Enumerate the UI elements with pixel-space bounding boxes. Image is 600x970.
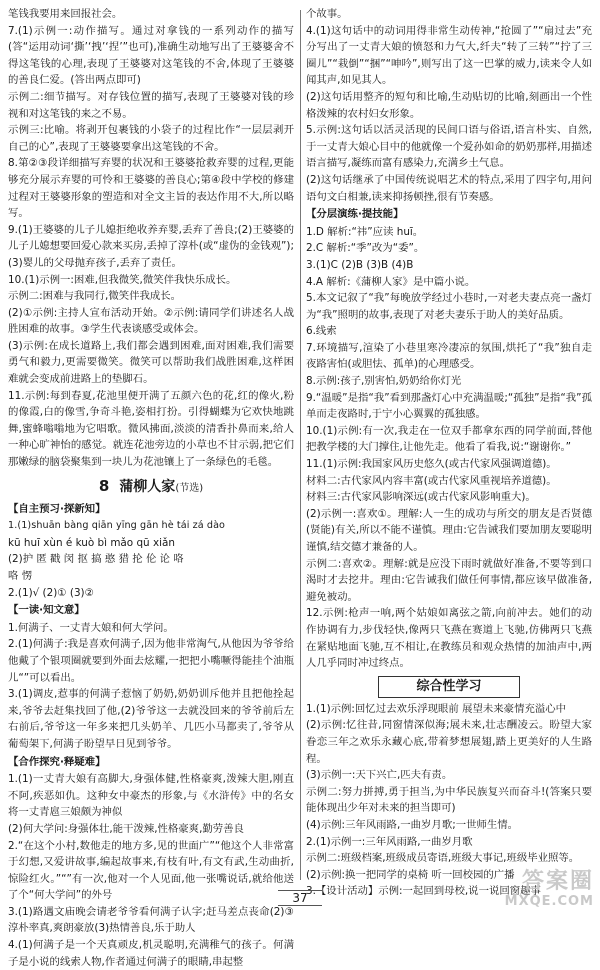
- answer-paragraph: 2.“在这个小村,数他走的地方多,见的世面广”“他这个人非常富于幻想,又爱讲故事,编起故事来,有枝有叶,有文有武,生动曲折,惊险红火。”“”有一次,他对一个人见面,他一张嘴说话,就给他送了个“何大学问”的外号: [8, 839, 294, 902]
- answer-paragraph: (2)示例一:喜欢①。理解:人一生的成功与所交的朋友是否贤德(贤能)有关,所以不能不谨慎。理由:它告诫我们要加朋友要聪明谨慎,结交德才兼备的人。: [306, 507, 592, 553]
- lesson-title: 蒲柳人家: [119, 478, 176, 495]
- right-column: [306, 6, 592, 900]
- answer-paragraph: 材料三:古代家风影响深远(或古代家风影响重大)。: [306, 491, 536, 504]
- answer-paragraph: (2)护 匿 戳 闵 抠 搞 憨 猎 抡 伦 论 咯: [8, 553, 184, 566]
- answer-paragraph: 2.(1)√ (2)① (3)②: [8, 586, 94, 599]
- answer-paragraph: (3)示例一:天下兴亡,匹夫有责。: [306, 769, 453, 782]
- answer-paragraph: 8.第②③段详细描写弃婴的状况和王婆婆抢救弃婴的过程,更能够充分展示弃婴的可怜和王婆婆的善良心;第④段中学校的修建过程对王婆婆形象的塑造和对全文主旨的表达作用不大,所以略写。: [8, 157, 294, 220]
- answer-paragraph: 3.【设计活动】示例:一起回到母校,说一说回窗趣事: [306, 885, 541, 898]
- section-heading: 【分层演练·提技能】: [306, 208, 404, 221]
- answer-paragraph: 7.(1)示例一:动作描写。通过对拿钱的一系列动作的描写(答“运用动词‘撕’‘拽’‘捏’”也可),准确生动地写出了王婆婆舍不得这笔钱的心理,表现了王婆婆对这笔钱的不舍,体现了王婆婆的善良仁爱。(答出两点即可): [8, 24, 294, 87]
- answer-paragraph: 11.示例:每到春夏,花池里便开满了五颜六色的花,红的像火,粉的像霞,白的像雪,争奇斗艳,姿相打扮。引得蝴蝶为它欢快地跳舞,蜜蜂嗡嗡地为它唱歌。微风拂面,淡淡的清香扑鼻而来,给人一种心旷神怡的感觉。就连花池旁边的小草也不甘示弱,把它们那嫩绿的脑袋聚集到一块儿为花池镶上了一条绿色的毛毯。: [8, 389, 294, 469]
- lesson-heading: [8, 477, 294, 498]
- answer-paragraph: 6.线索: [306, 325, 337, 338]
- answer-paragraph: 1.(1)一丈青大娘有高脚大,身强体健,性格豪爽,泼辣大胆,刚直不阿,疾恶如仇。这种女中豪杰的形象,与《水浒传》中的名女将一丈青扈三娘颇为神似: [8, 773, 294, 819]
- answer-paragraph: (2)①示例:主持人宣布活动开始。②示例:请同学们讲述名人战胜困难的故事。③学生代表谈感受或体会。: [8, 306, 294, 336]
- answer-paragraph: 3.(1)C (2)B (3)B (4)B: [306, 258, 414, 271]
- answer-paragraph: 个故事。: [306, 8, 348, 20]
- section-banner: 综合性学习: [378, 676, 520, 698]
- section-heading: 【自主预习·探新知】: [8, 502, 106, 515]
- answer-paragraph: 7.环境描写,渲染了小巷里寒冷凄凉的氛围,烘托了“我”独自走夜路害怕(或胆怯、孤单)的心理感受。: [306, 341, 592, 371]
- answer-paragraph: 示例二:细节描写。对存钱位置的描写,表现了王婆婆对钱的珍视和对这笔钱的来之不易。: [8, 90, 294, 120]
- answer-paragraph: 示例二:努力拼搏,勇于担当,为中华民族复兴而奋斗!(答案只要能体现出少年对未来的担当即可): [306, 785, 592, 815]
- answer-paragraph: 示例二:困难与我同行,微笑伴我成长。: [8, 290, 182, 303]
- answer-paragraph: 4.(1)何满子是一个天真顽皮,机灵聪明,充满稚气的孩子。何满子是小说的线索人物,作者通过何满子的眼睛,串起整: [8, 939, 294, 968]
- lesson-number: 8: [98, 476, 110, 495]
- answer-paragraph: 2.(1)何满子:我是喜欢何满子,因为他非常淘气,从他因为爷爷给他戴了个银项圈就要到外面去炫耀,一把把小嘴噘得能挂个油瓶儿“”可以看出。: [8, 638, 294, 684]
- answer-paragraph: (3)示例:在成长道路上,我们都会遇到困难,面对困难,我们需要勇气和毅力,更需要微笑。微笑可以帮助我们战胜困难,这样困难就会变成前进路上的垫脚石。: [8, 339, 294, 386]
- answer-paragraph: (2)示例:换一把同学的桌椅 听一回校园的广播: [306, 868, 515, 881]
- lesson-subtitle: (节选): [175, 482, 204, 494]
- section-heading: 【一读·知文意】: [8, 604, 85, 617]
- answer-paragraph: (4)示例:三年风雨路,一曲岁月歌;一世师生情。: [306, 818, 519, 831]
- answer-paragraph: 4.(1)这句话中的动词用得非常生动传神,“抢圆了”“扇过去”充分写出了一丈青大娘的愤怒和力气大,纤夫“转了三转”“拧了三圈儿”“栽倒”“捆”“呻吟”,则写出了这一巴掌的威力,读来令人如闻其声,如见其人。: [306, 24, 592, 87]
- answer-paragraph: 2.C 解析:“季”改为“委”。: [306, 242, 425, 255]
- section-heading: 【合作探究·释疑难】: [8, 755, 106, 768]
- pinyin-line: 1.(1)shuān bàng qiān yīng gān hè tái zá dào: [8, 520, 226, 532]
- answer-paragraph: kū huī xùn é kuò bì mǎo qū xiǎn: [8, 536, 175, 549]
- answer-paragraph: 3.(1)调皮,惹事的何满子惹恼了奶奶,奶奶训斥他并且把他拴起来,爷爷去赶集找回了他,(2)爷爷这一去就没回来的爷爷前后左右前后,爷爷这一年多来把几头奶羊、几匹小马都卖了,爷爷从葡萄架下,何满子盼望早日见到爷爷。: [8, 688, 294, 750]
- answer-paragraph: 咯 愣: [8, 570, 33, 582]
- answer-paragraph: (2)这句话继承了中国传统说唱艺术的特点,采用了四字句,用问语句文白相兼,读来抑扬顿挫,很有节奏感。: [306, 173, 592, 203]
- answer-paragraph: 1.D 解析:“祎”应读 huī。: [306, 225, 424, 238]
- answer-paragraph: 5.本文记叙了“我”每晚放学经过小巷时,一对老夫妻点亮一盏灯为“我”照明的故事,表现了对老夫妻乐于助人的美好品质。: [306, 292, 592, 321]
- answer-paragraph: 3.(1)路遇文庙晚会请老爷爷看何满子认字;赶马差点丧命(2)③淳朴率真,爽朗豪放(3)热情善良,乐于助人: [8, 905, 294, 935]
- page-number: 37: [0, 891, 600, 905]
- answer-paragraph: 笔钱我要用来回报社会。: [8, 8, 123, 20]
- answer-paragraph: 9.(1)王婆婆的儿子儿媳拒绝收养弃婴,丢弃了善良;(2)王婆婆的儿子儿媳想要回爱心款来买房,丢掉了淳朴(或“虚伪的金钱观”);(3)婴儿的父母抛弃孩子,丢弃了责任。: [8, 223, 294, 269]
- answer-paragraph: 9.“温暖”是指“我”看到那盏灯心中充满温暖;“孤独”是指“我”孤单而走夜路时,于宁小心翼翼的孤独感。: [306, 391, 592, 421]
- answer-paragraph: 5.示例:这句话以活灵活现的民间口语与俗语,语言朴实、自然,于一丈青大娘心目中的他就像一个爱孙如命的奶奶那样,用描述语言描写,凝练而富有感染力,充满乡土气息。: [306, 124, 592, 170]
- answer-paragraph: 1.(1)示例:回忆过去欢乐浮现眼前 展望未来豪情充溢心中: [306, 702, 567, 715]
- answer-paragraph: 1.何满子、一丈青大娘和何大学问。: [8, 621, 174, 634]
- watermark-title: 答案圈: [521, 869, 594, 894]
- column-divider: [300, 10, 301, 880]
- answer-paragraph: 4.A 解析:《蒲柳人家》是中篇小说。: [306, 275, 476, 288]
- answer-paragraph: 10.(1)示例一:困难,但我微笑,微笑伴我快乐成长。: [8, 273, 237, 286]
- watermark-url: MXQE.COM: [504, 894, 594, 909]
- answer-paragraph: (2)这句话用整齐的短句和比喻,生动贴切的比喻,刻画出一个性格泼辣的农村妇女形象。: [306, 90, 592, 120]
- watermark-logo: [474, 870, 594, 914]
- answer-paragraph: 示例二:班级档案,班级成员寄语,班级大事记,班级毕业照等。: [306, 852, 580, 865]
- answer-paragraph: 材料二:古代家风内容丰富(或古代家风重视培养道德)。: [306, 474, 557, 487]
- answer-paragraph: (2)示例:忆往昔,同窗情深似海;展未来,壮志酬凌云。盼望大家眷恋三年之欢乐永藏心底,带着梦想展翅,踏上更美好的人生路程。: [306, 719, 592, 765]
- left-column: [8, 6, 294, 970]
- answer-paragraph: 12.示例:枪声一响,两个姑娘如离弦之箭,向前冲去。她们的动作协调有力,步伐轻快,像两只飞燕在赛道上飞驰,仿佛两只飞燕在紧贴地面飞驰,互不相让,在教练员和观众热情的加油声中,两人几乎同时冲过终点。: [306, 607, 592, 670]
- answer-paragraph: 10.(1)示例:有一次,我走在一位双手都拿东西的同学前面,替他把教学楼的大门撑住,让他先走。他看了看我,说:“谢谢你。”: [306, 424, 592, 454]
- answer-paragraph: (2)何大学问:身强体壮,能干泼辣,性格豪爽,勤劳善良: [8, 822, 244, 835]
- answer-paragraph: 2.(1)示例一:三年风雨路,一曲岁月歌: [306, 835, 473, 848]
- answer-paragraph: 11.(1)示例:我国家风历史悠久(或古代家风强调道德)。: [306, 458, 557, 471]
- answer-paragraph: 示例三:比喻。将剥开包裹钱的小袋子的过程比作“一层层剥开自己的心”,表现了王婆婆要拿出这笔钱的不舍。: [8, 124, 294, 153]
- answer-paragraph: 8.示例:孩子,别害怕,奶奶给你灯光: [306, 375, 462, 388]
- answer-paragraph: 示例二:喜欢②。理解:就是应没下雨时就做好准备,不要等到口渴时才去挖井。理由:它告诫我们做任何事情,都应该早做准备,避免被动。: [306, 557, 592, 603]
